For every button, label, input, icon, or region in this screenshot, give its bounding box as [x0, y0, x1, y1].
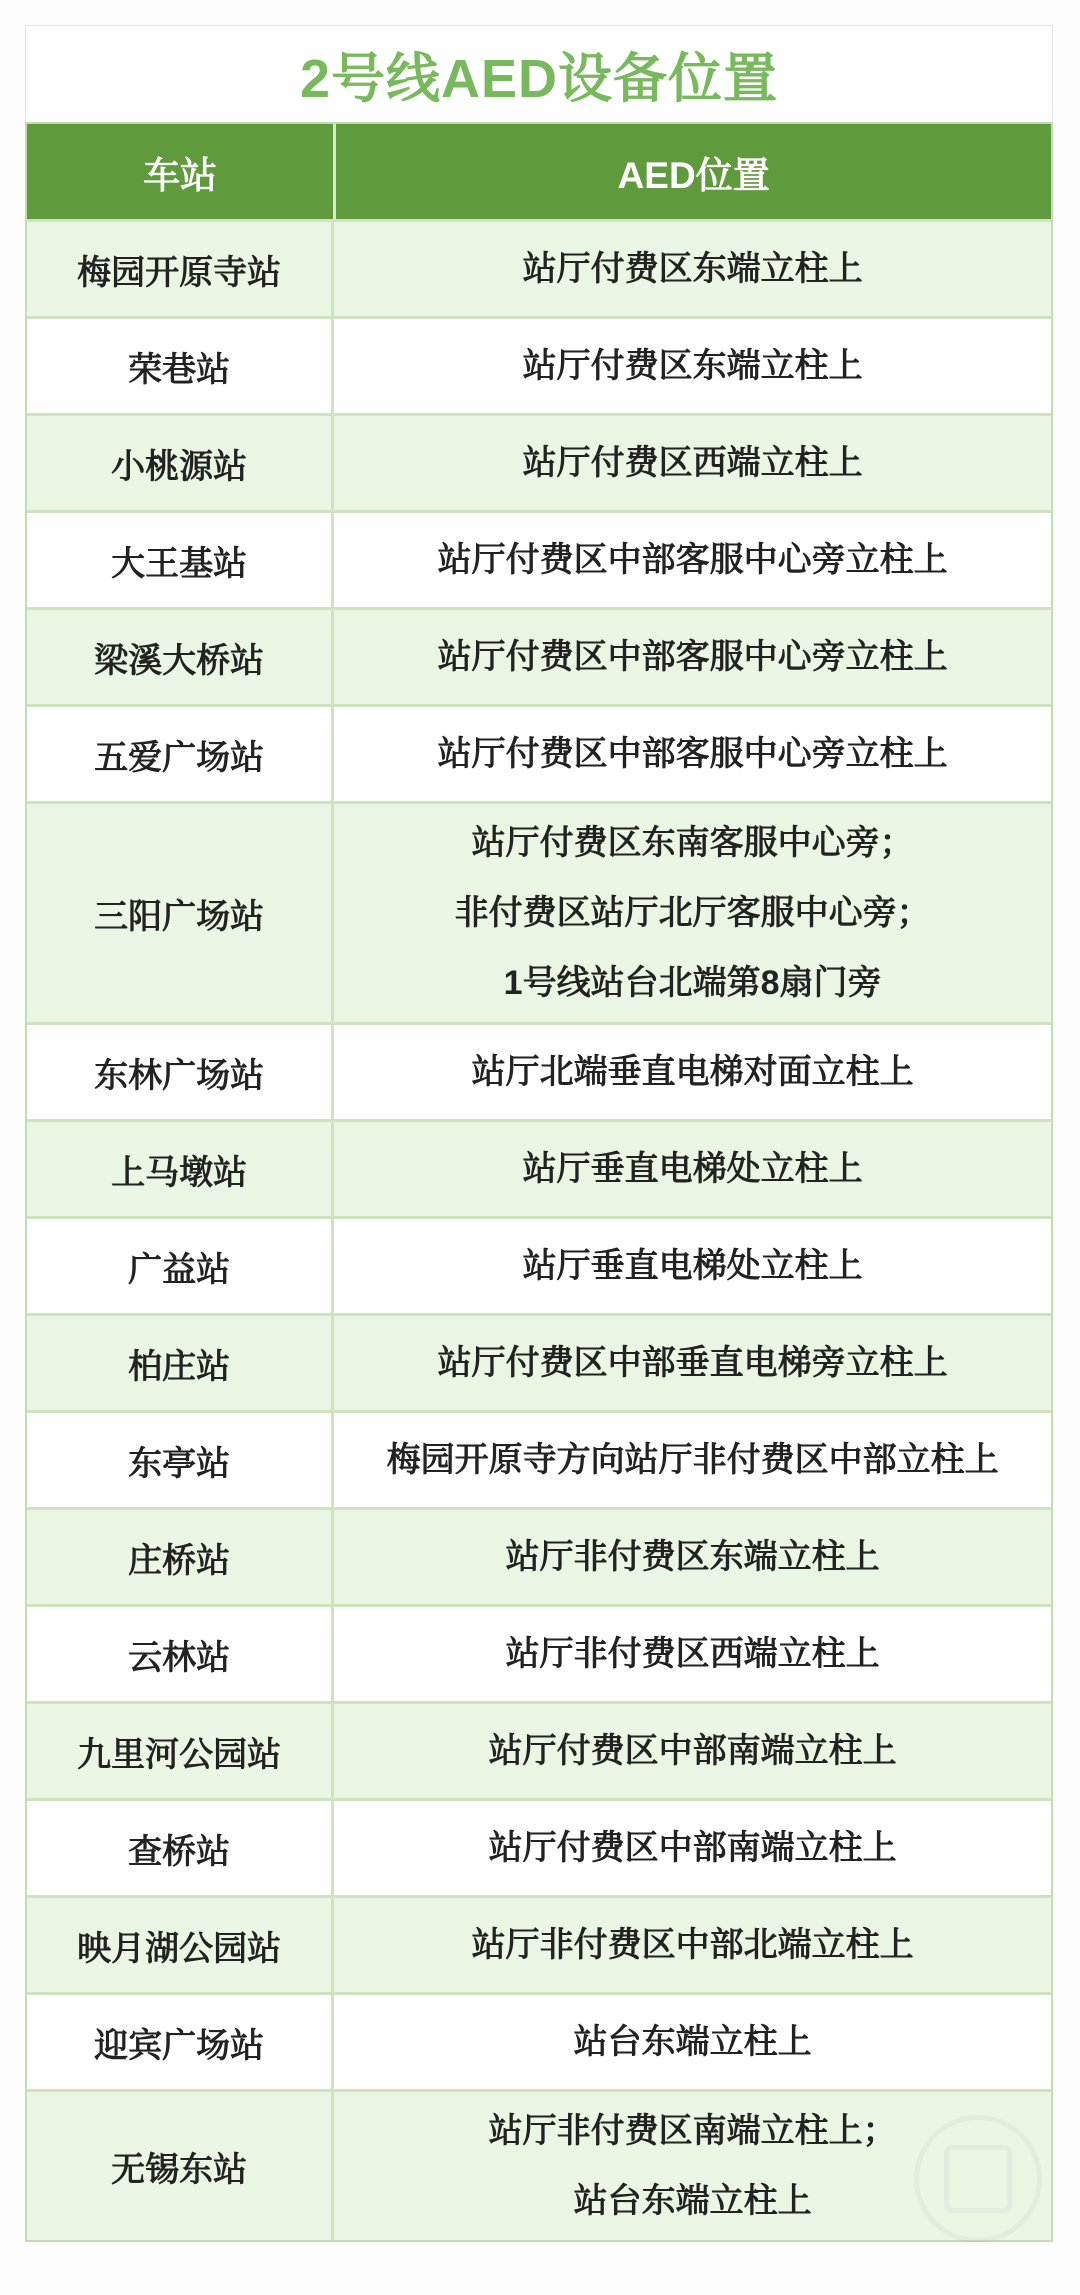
aed-location-line: 站厅付费区东南客服中心旁； [471, 824, 914, 862]
station-cell: 东林广场站 [27, 1025, 334, 1119]
aed-location-cell [334, 1995, 1051, 2089]
aed-location-line: 站台东端立柱上 [573, 2182, 812, 2220]
station-cell: 小桃源站 [27, 416, 334, 510]
station-cell: 无锡东站 [27, 2092, 334, 2240]
table-row [27, 704, 1051, 801]
watermark-seal [914, 2115, 1042, 2243]
station-cell: 上马墩站 [27, 1122, 334, 1216]
aed-location-cell [334, 1122, 1051, 1216]
table-row [27, 801, 1051, 1022]
station-cell: 五爱广场站 [27, 707, 334, 801]
aed-location-cell [334, 1510, 1051, 1604]
aed-location-card [25, 25, 1053, 2242]
station-cell: 大王基站 [27, 513, 334, 607]
aed-location-line: 站厅付费区西端立柱上 [522, 444, 863, 482]
aed-location-line: 站台东端立柱上 [573, 2023, 812, 2061]
aed-location-line: 站厅非付费区西端立柱上 [505, 1635, 880, 1673]
station-cell: 广益站 [27, 1219, 334, 1313]
station-cell: 映月湖公园站 [27, 1898, 334, 1992]
aed-location-line: 站厅付费区中部客服中心旁立柱上 [437, 638, 948, 676]
aed-location-cell [334, 513, 1051, 607]
table-row [27, 1798, 1051, 1895]
table-row [27, 219, 1051, 316]
aed-location-line: 站厅付费区中部客服中心旁立柱上 [437, 541, 948, 579]
column-header-station: 车站 [27, 124, 336, 219]
aed-location-line: 梅园开原寺方向站厅非付费区中部立柱上 [386, 1441, 999, 1479]
table-row [27, 1701, 1051, 1798]
aed-location-cell [334, 319, 1051, 413]
table-row [27, 1313, 1051, 1410]
watermark-seal-inner [944, 2145, 1012, 2213]
table-row [27, 607, 1051, 704]
table-row [27, 1216, 1051, 1313]
station-cell: 荣巷站 [27, 319, 334, 413]
table-row [27, 1604, 1051, 1701]
table-row [27, 1895, 1051, 1992]
station-cell: 梁溪大桥站 [27, 610, 334, 704]
aed-location-cell [334, 1219, 1051, 1313]
station-cell: 九里河公园站 [27, 1704, 334, 1798]
aed-location-cell [334, 1704, 1051, 1798]
page-title: 2号线AED设备位置 [299, 48, 779, 109]
aed-location-line: 站厅非付费区中部北端立柱上 [471, 1926, 914, 1964]
table-row [27, 1992, 1051, 2089]
station-cell: 庄桥站 [27, 1510, 334, 1604]
aed-location-cell [334, 1025, 1051, 1119]
station-cell: 三阳广场站 [27, 804, 334, 1022]
station-cell: 云林站 [27, 1607, 334, 1701]
aed-location-line: 站厅付费区东端立柱上 [522, 250, 863, 288]
table-row [27, 2089, 1051, 2240]
aed-location-cell [334, 1607, 1051, 1701]
aed-location-cell [334, 804, 1051, 1022]
title-bar [25, 25, 1053, 122]
table-row [27, 1507, 1051, 1604]
station-cell: 柏庄站 [27, 1316, 334, 1410]
station-cell: 东亭站 [27, 1413, 334, 1507]
table-row [27, 1119, 1051, 1216]
aed-location-line: 站厅北端垂直电梯对面立柱上 [471, 1053, 914, 1091]
aed-location-line: 1号线站台北端第8扇门旁 [503, 964, 882, 1002]
table-row [27, 316, 1051, 413]
aed-location-line: 站厅付费区中部垂直电梯旁立柱上 [437, 1344, 948, 1382]
aed-location-line: 站厅非付费区东端立柱上 [505, 1538, 880, 1576]
station-cell: 梅园开原寺站 [27, 222, 334, 316]
table-body [27, 219, 1051, 2240]
table-header-row [27, 124, 1051, 219]
aed-location-cell [334, 416, 1051, 510]
aed-location-cell [334, 1413, 1051, 1507]
aed-location-cell [334, 707, 1051, 801]
aed-location-cell [334, 1801, 1051, 1895]
station-cell: 查桥站 [27, 1801, 334, 1895]
table-row [27, 413, 1051, 510]
aed-location-line: 站厅付费区中部南端立柱上 [488, 1732, 897, 1770]
table-row [27, 1022, 1051, 1119]
aed-location-line: 站厅垂直电梯处立柱上 [522, 1247, 863, 1285]
aed-location-line: 非付费区站厅北厅客服中心旁； [454, 894, 931, 932]
aed-location-line: 站厅付费区东端立柱上 [522, 347, 863, 385]
aed-location-line: 站厅付费区中部客服中心旁立柱上 [437, 735, 948, 773]
aed-location-cell [334, 1898, 1051, 1992]
column-header-aed-location: AED位置 [617, 154, 770, 196]
table-row [27, 1410, 1051, 1507]
aed-location-cell [334, 1316, 1051, 1410]
aed-location-line: 站厅付费区中部南端立柱上 [488, 1829, 897, 1867]
table-row [27, 510, 1051, 607]
station-cell: 迎宾广场站 [27, 1995, 334, 2089]
aed-table [25, 122, 1053, 2242]
aed-location-line: 站厅垂直电梯处立柱上 [522, 1150, 863, 1188]
aed-location-line: 站厅非付费区南端立柱上； [488, 2112, 897, 2150]
aed-location-cell [334, 222, 1051, 316]
aed-location-cell [334, 610, 1051, 704]
